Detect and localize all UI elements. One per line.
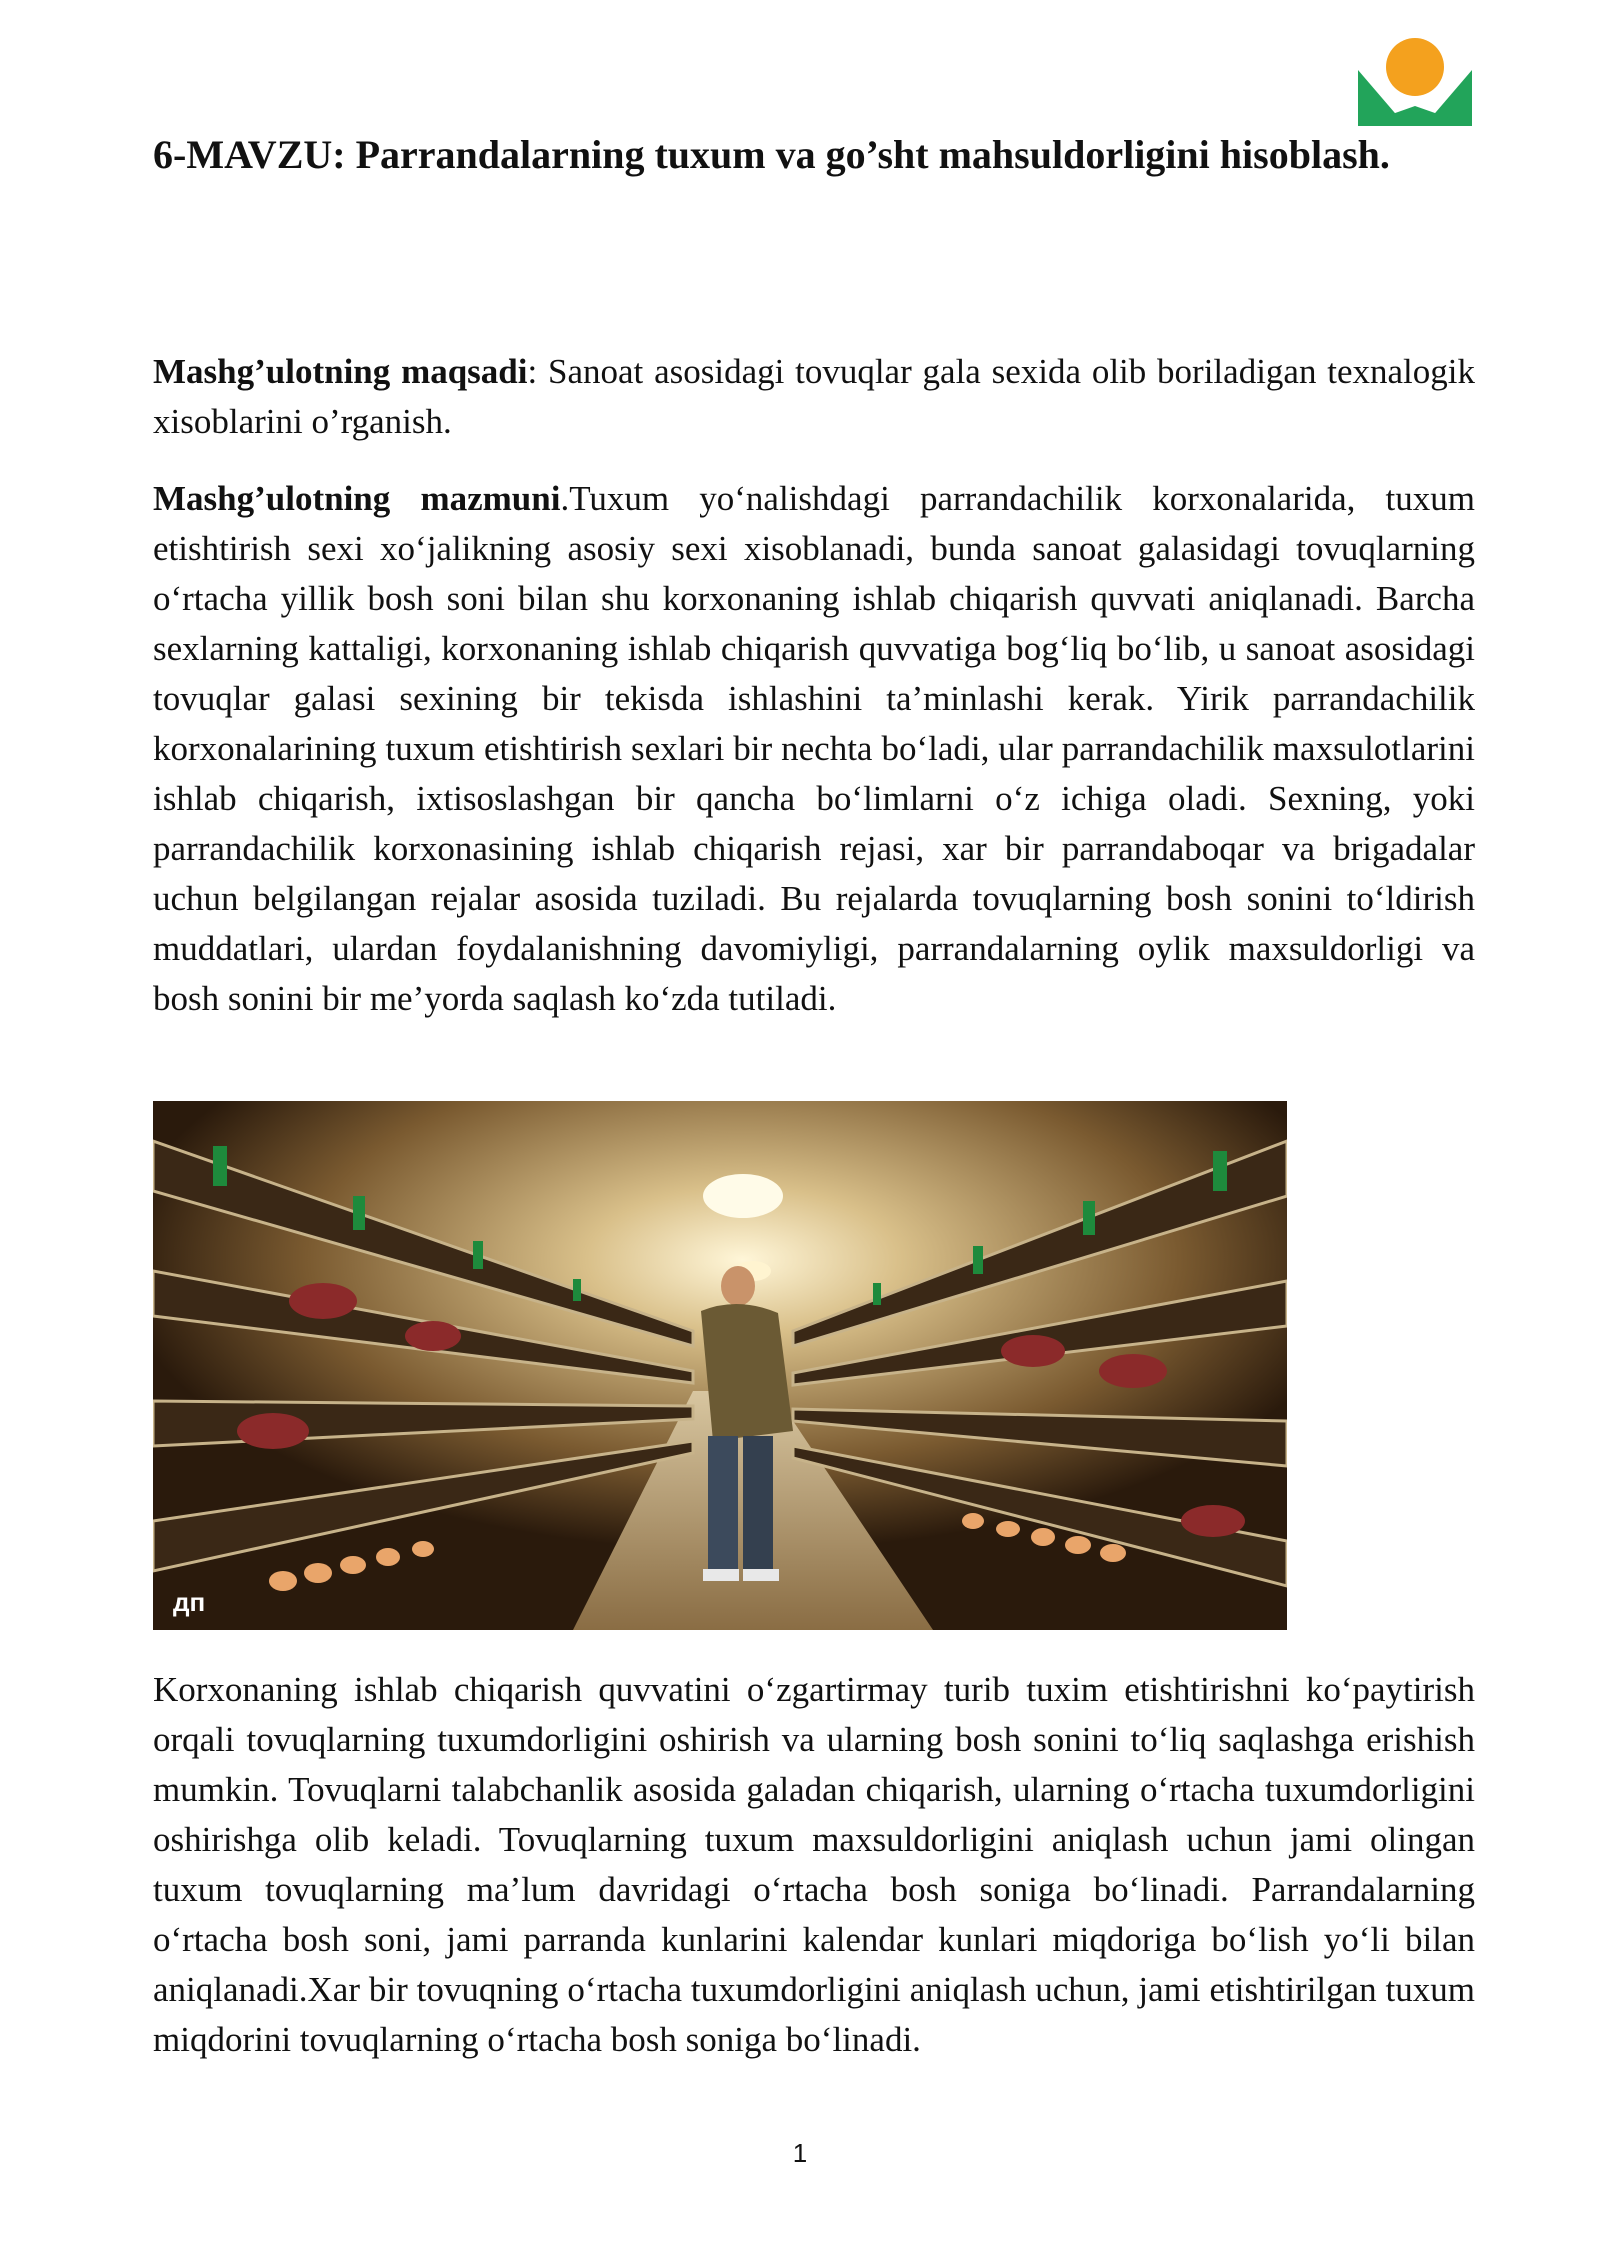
goal-separator: : [527, 352, 549, 391]
page-number: 1 [792, 2138, 808, 2168]
poultry-house-photo [153, 1101, 1287, 1630]
after-photo-paragraph: Korxonaning ishlab chiqarish quvvatini o‘zgartirmay turib tuxim etishtirishni ko‘paytirish orqali tovuqlarning tuxumdorligini oshirish va ularning bosh sonini to‘liq saqlashga erishish mumkin. Tovuqlarni talabchanlik asosida galadan chiqarish, ularning o‘rtacha tuxumdorligini oshirishga olib keladi. Tovuqlarning tuxum maxsuldorligini aniqlash uchun jami olingan tuxum tovuqlarning ma’lum davridagi o‘rtacha bosh soniga bo‘linadi. Parrandalarning o‘rtacha bosh soni, jami parranda kunlarini kalendar kunlari miqdoriga bo‘lish yo‘li bilan aniqlanadi.Xar bir tovuqning o‘rtacha tuxumdorligini aniqlash uchun, jami etishtirilgan tuxum miqdorini tovuqlarning o‘rtacha bosh soniga bo‘linadi. [153, 1670, 1475, 2059]
content-paragraph [153, 474, 1475, 1024]
sun-logo-icon [1356, 36, 1474, 128]
content-separator: . [560, 479, 570, 518]
page-title: 6-MAVZU: Parrandalarning tuxum va go’sht mahsuldorligini hisoblash. [153, 132, 1390, 177]
content-text: Tuxum yo‘nalishdagi parrandachilik korxonalarida, tuxum etishtirish sexi xo‘jalikning asosiy sexi xisoblanadi, bunda sanoat galasidagi tovuqlarning o‘rtacha yillik bosh soni bilan shu korxonaning ishlab chiqarish quvvati aniqlanadi. Barcha sexlarning kattaligi, korxonaning ishlab chiqarish quvvatiga bog‘liq bo‘lib, u sanoat asosidagi tovuqlar galasi sexining bir tekisda ishlashini ta’minlashi kerak. Yirik parrandachilik korxonalarining tuxum etishtirish sexlari bir nechta bo‘ladi, ular parrandachilik maxsulotlarini ishlab chiqarish, ixtisoslashgan bir qancha bo‘limlarni o‘z ichiga oladi. Sexning, yoki parrandachilik korxonasining ishlab chiqarish rejasi, xar bir parrandaboqar va brigadalar uchun belgilangan rejalar asosida tuziladi. Bu rejalarda tovuqlarning bosh sonini to‘ldirish muddatlari, ulardan foydalanishning davomiyligi, parrandalarning oylik maxsuldorligi va bosh sonini bir me’yorda saqlash ko‘zda tutiladi. [153, 479, 1476, 1018]
content-label: Mashg’ulotning mazmuni [153, 479, 561, 518]
goal-label: Mashg’ulotning maqsadi [153, 352, 528, 391]
goal-paragraph [153, 347, 1475, 447]
photo-watermark: дп [173, 1587, 206, 1617]
goal-text: Sanoat asosidagi tovuqlar gala sexida olib boriladigan texnalogik xisoblarini o’rganish. [153, 352, 1475, 441]
